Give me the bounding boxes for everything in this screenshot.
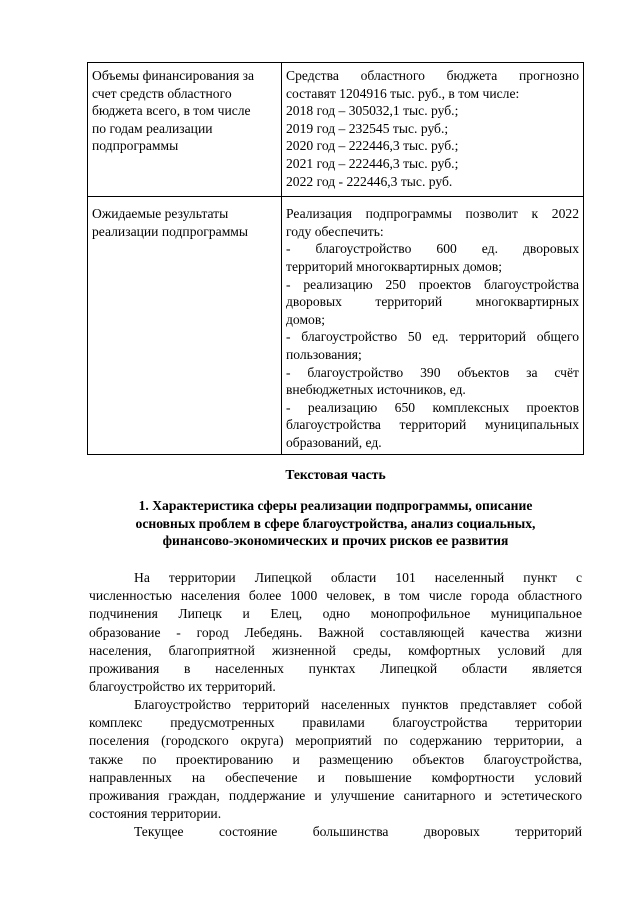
table-cell-label	[88, 63, 282, 197]
section-title: Текстовая часть	[285, 467, 386, 482]
text-line: населения, благоприятной жизненной среды, комфортных условий для	[89, 642, 582, 658]
text-line: составят 1204916 тыс. руб., в том числе:	[286, 85, 520, 101]
text-line: - реализацию 250 проектов благоустройства	[286, 276, 579, 292]
text-line: внебюджетных источников, ед.	[286, 382, 466, 398]
text-line: бюджета всего, в том числе	[92, 103, 251, 119]
text-line: дворовых территорий многоквартирных	[286, 294, 579, 310]
heading-line: 1. Характеристика сферы реализации подпрограммы, описание	[138, 498, 533, 513]
text-line: территорий многоквартирных домов;	[286, 258, 503, 274]
text-line: пользования;	[286, 346, 362, 362]
text-line: 2018 год – 305032,1 тыс. руб.;	[286, 103, 459, 119]
text-line: комплекс предусмотренных правилами благоустройства территории	[89, 715, 582, 731]
text-line: проживания граждан, поддержание и улучшение санитарного и эстетического	[89, 788, 582, 804]
text-line: реализации подпрограммы	[92, 223, 249, 239]
text-line: направленных на обеспечение и повышение комфортности условий	[89, 769, 582, 785]
table-row	[88, 197, 584, 455]
text-line: 2019 год – 232545 тыс. руб.;	[286, 120, 449, 136]
table-cell-value	[282, 197, 584, 455]
chapter-heading	[87, 497, 584, 550]
text-line: проживания в населенных пунктах Липецкой области является	[89, 661, 582, 677]
text-line: домов;	[286, 311, 326, 327]
text-line: Ожидаемые результаты	[92, 206, 229, 222]
table-cell-label	[88, 197, 282, 455]
text-line: счет средств областного	[92, 85, 232, 101]
table-cell-value	[282, 63, 584, 197]
text-line: году обеспечить:	[286, 223, 384, 239]
text-line: - благоустройство 390 объектов за счёт	[286, 364, 579, 380]
text-line: Средства областного бюджета прогнозно	[286, 68, 579, 83]
text-line: благоустройство их территорий.	[89, 679, 276, 695]
text-line: Текущее состояние большинства дворовых территорий	[134, 824, 582, 839]
text-line: Реализация подпрограммы позволит к 2022	[286, 206, 579, 222]
heading-line: основных проблем в сфере благоустройства, анализ социальных,	[135, 515, 536, 531]
subprogram-passport-table	[87, 62, 584, 455]
text-line: Объемы финансирования за	[92, 68, 255, 83]
text-line: благоустройства территорий муниципальных	[286, 417, 579, 433]
paragraph	[89, 569, 582, 696]
table-row	[88, 63, 584, 197]
text-line: состояния территории.	[89, 806, 222, 822]
text-line: подпрограммы	[92, 138, 179, 154]
paragraph	[89, 823, 582, 841]
heading-line: финансово-экономических и прочих рисков ее развития	[162, 533, 509, 548]
text-line: по годам реализации	[92, 120, 213, 136]
text-line: - благоустройство 50 ед. территорий общего	[286, 329, 579, 345]
text-line: - реализацию 650 комплексных проектов	[286, 399, 579, 415]
text-line: 2020 год – 222446,3 тыс. руб.;	[286, 138, 459, 154]
text-line: Благоустройство территорий населенных пунктов представляет собой	[134, 697, 582, 712]
text-line: численностью населения более 1000 человек, в том числе города областного	[89, 588, 582, 604]
text-line: поселения (городского округа) мероприятий по содержанию территории, а	[89, 733, 582, 749]
text-line: 2022 год - 222446,3 тыс. руб.	[286, 173, 453, 189]
text-line: образований, ед.	[286, 434, 382, 450]
text-line: - благоустройство 600 ед. дворовых	[286, 241, 579, 257]
text-line: 2021 год – 222446,3 тыс. руб.;	[286, 155, 459, 171]
text-line: На территории Липецкой области 101 населенный пункт с	[134, 570, 582, 585]
text-line: также по проектированию и размещению объектов благоустройства,	[89, 751, 582, 767]
text-line: образование - город Лебедянь. Важной составляющей качества жизни	[89, 624, 582, 640]
text-line: подчинения Липецк и Елец, одно монопрофильное муниципальное	[89, 606, 582, 622]
paragraph	[89, 696, 582, 823]
